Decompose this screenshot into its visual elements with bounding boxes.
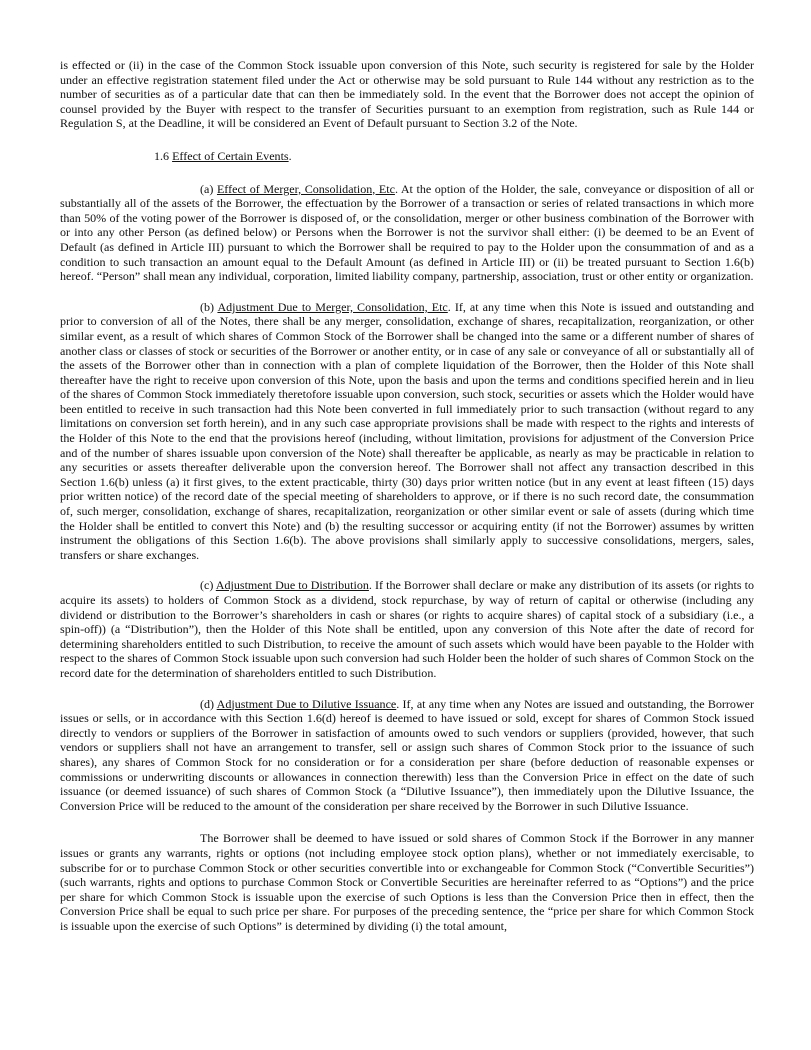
subsection-title: Adjustment Due to Dilutive Issuance: [216, 696, 397, 711]
section-number: 1.6: [154, 148, 170, 163]
subsection-label: (d): [200, 696, 215, 711]
document-page: [60, 58, 754, 933]
subsection-label: (c): [200, 578, 214, 593]
intro-paragraph: is effected or (ii) in the case of the Common Stock issuable upon conversion of this Note, such security is registered for sale by the Holder under an effective registration statement filed under the Act or otherwise may be sold pursuant to Rule 144 without any restriction as to the number of securities as of a particular date that can then be immediately sold. In the event that the Borrower does not accept the opinion of counsel provided by the Buyer with respect to the transfer of Securities pursuant to an exemption from registration, such as Rule 144 or Regulation S, at the Deadline, it will be considered an Event of Default pursuant to Section 3.2 of the Note.: [60, 58, 754, 131]
subsection-label: (b): [200, 299, 215, 314]
subsection-a: [60, 182, 754, 284]
subsection-d: [60, 697, 754, 814]
section-heading: [154, 149, 754, 164]
subsection-body: . If the Borrower shall declare or make any distribution of its assets (or rights to acquire its assets) to holders of Common Stock as a dividend, stock repurchase, by way of return of capital or otherwise (including any dividend or distribution to the Borrower’s shareholders in cash or shares (or rights to acquire shares) of capital stock of a subsidiary (i.e., a spin-off)) (a “Distribution”), then the Holder of this Note shall be entitled, upon any conversion of this Note after the date of record for determining shareholders entitled to such Distribution, to receive the amount of such assets which would have been payable to the Holder with respect to the shares of Common Stock issuable upon such conversion had such Holder been the holder of such shares of Common Stock on the record date for the determination of shareholders entitled to such Distribution.: [60, 578, 754, 680]
subsection-body: . If, at any time when this Note is issued and outstanding and prior to conversion of all of the Notes, there shall be any merger, consolidation, exchange of shares, recapitalization, reorganization, or other similar event, as a result of which shares of Common Stock of the Borrower shall be changed into the same or a different number of shares of another class or classes of stock or securities of the Borrower or another entity, or in case of any sale or conveyance of all or substantially all of the assets of the Borrower other than in connection with a plan of complete liquidation of the Borrower, then the Holder of this Note shall thereafter have the right to receive upon conversion of this Note, upon the basis and upon the terms and conditions specified herein and in lieu of the shares of Common Stock immediately theretofore issuable upon conversion, such stock, securities or assets which the Holder would have been entitled to receive in such transaction had this Note been converted in full immediately prior to such transaction (without regard to any limitations on conversion set forth herein), and in any such case appropriate provisions shall be made with respect to the rights and interests of the Holder of this Note to the end that the provisions hereof (including, without limitation, provisions for adjustment of the Conversion Price and of the number of shares issuable upon conversion of the Note) shall thereafter be applicable, as nearly as may be practicable in relation to any securities or assets thereafter deliverable upon the conversion hereof. The Borrower shall not affect any transaction described in this Section 1.6(b) unless (a) it first gives, to the extent practicable, thirty (30) days prior written notice (but in any event at least fifteen (15) days prior written notice) of the record date of the special meeting of shareholders to approve, or if there is no such record date, the consummation of, such merger, consolidation, exchange of shares, recapitalization, reorganization or other similar event or sale of assets (during which time the Holder shall be entitled to convert this Note) and (b) the resulting successor or acquiring entity (if not the Borrower) assumes by written instrument the obligations of this Section 1.6(b). The above provisions shall similarly apply to successive consolidations, mergers, sales, transfers or share exchanges.: [60, 299, 754, 562]
subsection-title: Adjustment Due to Distribution: [215, 578, 369, 593]
closing-paragraph: The Borrower shall be deemed to have issued or sold shares of Common Stock if the Borrower in any manner issues or grants any warrants, rights or options (not including employee stock option plans), whether or not immediately exercisable, to subscribe for or to purchase Common Stock or other securities convertible into or exchangeable for Common Stock (“Convertible Securities”) (such warrants, rights and options to purchase Common Stock or Convertible Securities are hereinafter referred to as “Options”) and the price per share for which Common Stock is issuable upon the exercise of such Options is less than the Conversion Price then in effect, then the Conversion Price shall be equal to such price per share. For purposes of the preceding sentence, the “price per share for which Common Stock is issuable upon the exercise of such Options” is determined by dividing (i) the total amount,: [60, 831, 754, 933]
subsection-b: [60, 300, 754, 563]
subsection-body: . If, at any time when any Notes are issued and outstanding, the Borrower issues or sells, or in accordance with this Section 1.6(d) hereof is deemed to have issued or sold, except for shares of Common Stock issued directly to vendors or suppliers of the Borrower in satisfaction of amounts owed to such vendors or suppliers (provided, however, that such vendors or suppliers shall not have an arrangement to transfer, sell or assign such shares of Common Stock prior to the issuance of such shares), any shares of Common Stock for no consideration or for a consideration per share (before deduction of reasonable expenses or commissions or underwriting discounts or allowances in connection therewith) less than the Conversion Price in effect on the date of such issuance (or deemed issuance) of such shares of Common Stock (a “Dilutive Issuance”), then immediately upon the Dilutive Issuance, the Conversion Price will be reduced to the amount of the consideration per share received by the Borrower in such Dilutive Issuance.: [60, 696, 754, 813]
subsection-body: . At the option of the Holder, the sale, conveyance or disposition of all or substantially all of the assets of the Borrower, the effectuation by the Borrower of a transaction or series of related transactions in which more than 50% of the voting power of the Borrower is disposed of, or the consolidation, merger or other business combination of the Borrower with or into any other Person (as defined below) or Persons when the Borrower is not the survivor shall either: (i) be deemed to be an Event of Default (as defined in Article III) pursuant to which the Borrower shall be required to pay to the Holder upon the consummation of and as a condition to such transaction an amount equal to the Default Amount (as defined in Article III) or (ii) be treated pursuant to Section 1.6(b) hereof. “Person” shall mean any individual, corporation, limited liability company, partnership, association, trust or other entity or organization.: [60, 181, 754, 284]
subsection-title: Adjustment Due to Merger, Consolidation, Etc: [217, 299, 448, 314]
section-title: Effect of Certain Events: [172, 148, 289, 163]
subsection-label: (a): [200, 181, 214, 196]
subsection-c: [60, 578, 754, 680]
subsection-title: Effect of Merger, Consolidation, Etc: [216, 181, 395, 196]
section-title-end: .: [288, 148, 292, 163]
